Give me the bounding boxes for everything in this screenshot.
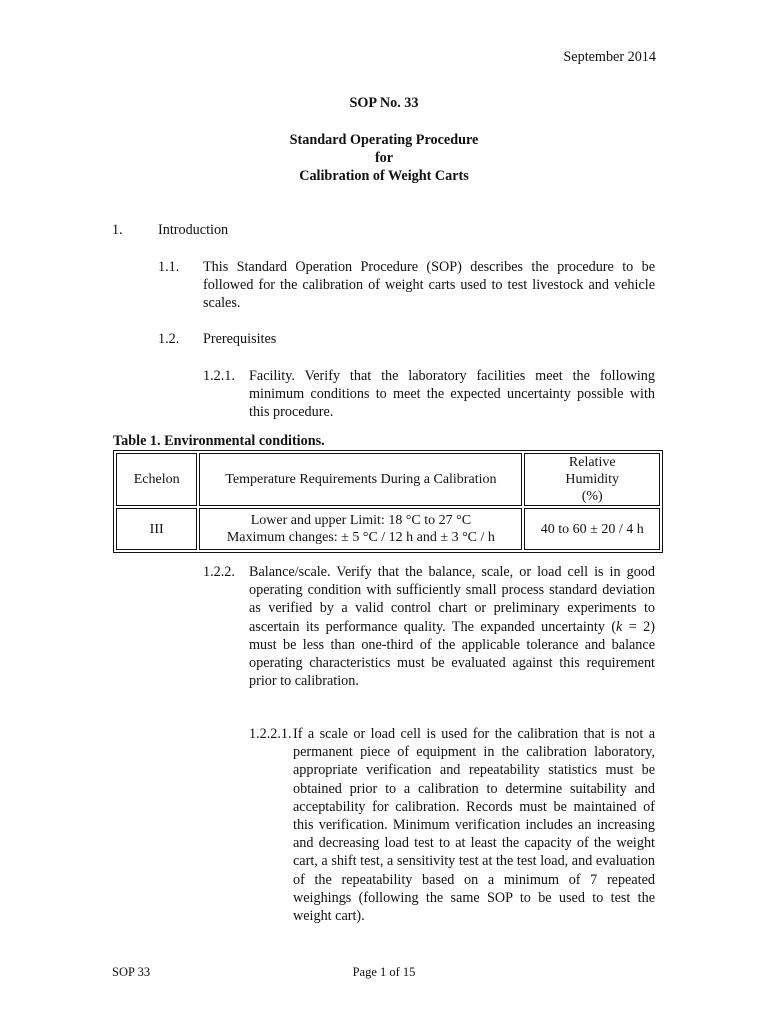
- document-title-line-1: Standard Operating Procedure: [289, 132, 479, 148]
- section-1-2-2-text: [249, 563, 655, 690]
- header-echelon: Echelon: [116, 453, 197, 506]
- table-header-row: [116, 453, 660, 506]
- section-1-2-2-text-part-1: Balance/scale. Verify that the balance, scale, or load cell is in good operating condition with sufficiently small process standard deviation as verified by a valid control chart or preliminary experiments to ascertain its performance quality. The expanded uncertainty (: [249, 564, 655, 635]
- header-humidity: [524, 453, 660, 506]
- section-1-number: 1.: [112, 222, 123, 238]
- section-1-2-heading: Prerequisites: [203, 331, 277, 347]
- table-caption: Table 1. Environmental conditions.: [113, 433, 325, 449]
- header-temperature: Temperature Requirements During a Calibration: [199, 453, 522, 506]
- header-humidity-line-3: (%): [581, 489, 603, 504]
- document-title-line-2: for: [374, 150, 394, 166]
- header-humidity-line-2: Humidity: [565, 472, 620, 487]
- cell-temperature-line-1: Lower and upper Limit: 18 °C to 27 °C: [250, 513, 472, 528]
- section-1-2-number: 1.2.: [158, 331, 180, 347]
- cell-humidity: 40 to 60 ± 20 / 4 h: [524, 508, 660, 550]
- section-1-2-2-1-text: If a scale or load cell is used for the calibration that is not a permanent piece of equipment in the calibration laboratory, appropriate verification and repeatability statistics must be obtained prior to a calibration to determine suitability and acceptability for calibration. Records must be maintained of this verification. Minimum verification includes an increasing and decreasing load test to at least the capacity of the weight cart, a shift test, a sensitivity test at the test load, and evaluation of the repeatability based on a minimum of 7 repeated weighings (following the same SOP to be used to test the weight cart).: [293, 726, 655, 925]
- section-1-2-1-number: 1.2.1.: [203, 368, 235, 384]
- environmental-conditions-table: [113, 450, 663, 553]
- section-1-2-2-number: 1.2.2.: [203, 564, 235, 580]
- section-1-2-1-text: Facility. Verify that the laboratory facilities meet the following minimum conditions to meet the expected uncertainty possible with this procedure.: [249, 368, 655, 421]
- section-1-1-text: This Standard Operation Procedure (SOP) describes the procedure to be followed for the calibration of weight carts used to test livestock and vehicle scales.: [203, 259, 655, 312]
- sop-number: SOP No. 33: [349, 95, 419, 111]
- cell-echelon: III: [116, 508, 197, 550]
- cell-temperature: [199, 508, 522, 550]
- section-1-2-2-1-number: 1.2.2.1.: [249, 726, 292, 742]
- section-1-2-2-text-part-2: = 2) must be less than one-third of the applicable tolerance and balance operating characteristics must be evaluated against this requirement prior to calibration.: [249, 618, 655, 690]
- document-title-line-3: Calibration of Weight Carts: [299, 168, 469, 184]
- section-1-1-number: 1.1.: [158, 259, 180, 275]
- section-1-heading: Introduction: [158, 222, 229, 238]
- footer-page-number: Page 1 of 15: [352, 965, 416, 979]
- cell-temperature-line-2: Maximum changes: ± 5 °C / 12 h and ± 3 °C / h: [226, 530, 495, 545]
- table-row: [116, 508, 660, 550]
- footer-document-id: SOP 33: [112, 965, 151, 979]
- header-humidity-line-1: Relative: [568, 455, 616, 470]
- document-date: September 2014: [563, 49, 656, 65]
- coverage-factor-k: k: [616, 618, 623, 635]
